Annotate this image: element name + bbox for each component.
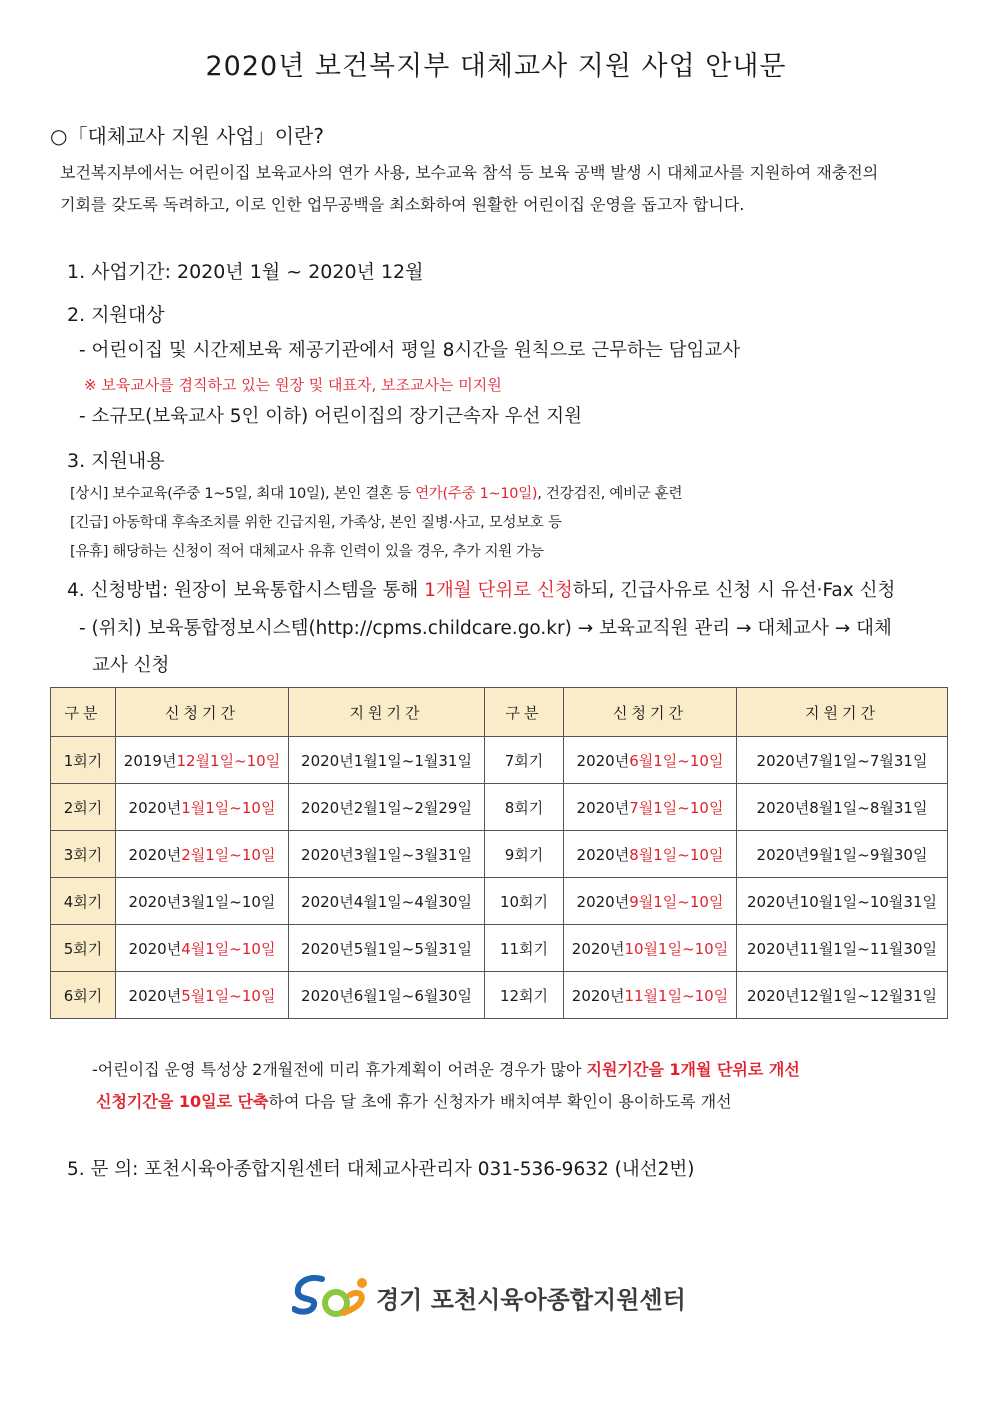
apply-period-cell: 2020년9월1일~10일 [564, 878, 737, 925]
table-row [51, 737, 948, 784]
table-header-row [51, 688, 948, 737]
section-4-method: 4. 신청방법: 원장이 보육통합시스템을 통해 1개월 단위로 신청하되, 긴급사유로 신청 시 유선·Fax 신청 [67, 580, 896, 601]
support-period-cell: 2020년9월1일~9월30일 [737, 831, 948, 878]
support-period-cell: 2020년10월1일~10월31일 [737, 878, 948, 925]
section-3-title: 3. 지원내용 [67, 450, 165, 472]
round-cell: 3회기 [51, 831, 116, 878]
apply-period-cell: 2020년10월1일~10일 [564, 925, 737, 972]
section-1-period: 1. 사업기간: 2020년 1월 ~ 2020년 12월 [67, 261, 424, 283]
round-cell: 8회기 [485, 784, 564, 831]
apply-period-cell: 2020년8월1일~10일 [564, 831, 737, 878]
support-period-cell: 2020년2월1일~2월29일 [289, 784, 485, 831]
section-2-note: ※ 보육교사를 겸직하고 있는 원장 및 대표자, 보조교사는 미지원 [84, 376, 502, 394]
support-period-cell: 2020년6월1일~6월30일 [289, 972, 485, 1019]
apply-period-cell: 2020년6월1일~10일 [564, 737, 737, 784]
intro-text-line-1: 보건복지부에서는 어린이집 보육교사의 연가 사용, 보수교육 참석 등 보육 공백 발생 시 대체교사를 지원하여 재충전의 [60, 163, 879, 182]
section-3-item-regular: [상시] 보수교육(주중 1~5일, 최대 10일), 본인 결혼 등 연가(주중 1~10일), 건강검진, 예비군 훈련 [70, 486, 683, 502]
round-cell: 12회기 [485, 972, 564, 1019]
table-row [51, 784, 948, 831]
intro-text-line-2: 기회를 갖도록 독려하고, 이로 인한 업무공백을 최소화하여 원활한 어린이집 운영을 돕고자 합니다. [60, 195, 745, 214]
round-cell: 9회기 [485, 831, 564, 878]
section-2-item-2: - 소규모(보육교사 5인 이하) 어린이집의 장기근속자 우선 지원 [79, 406, 582, 427]
support-period-cell: 2020년12월1일~12월31일 [737, 972, 948, 1019]
header-round: 구분 [51, 688, 116, 737]
center-emblem-icon [292, 1273, 372, 1317]
schedule-table [50, 687, 948, 1019]
table-row [51, 878, 948, 925]
section-2-title: 2. 지원대상 [67, 304, 165, 326]
table-row [51, 831, 948, 878]
improvement-note-line-2: 신청기간을 10일로 단축하여 다음 달 초에 휴가 신청자가 배치여부 확인이 용이하도록 개선 [96, 1092, 732, 1111]
table-row [51, 972, 948, 1019]
center-name: 경기 포천시육아종합지원센터 [376, 1286, 686, 1314]
apply-period-cell: 2019년12월1일~10일 [116, 737, 289, 784]
support-period-cell: 2020년11월1일~11월30일 [737, 925, 948, 972]
header-support-period: 지원기간 [289, 688, 485, 737]
round-cell: 5회기 [51, 925, 116, 972]
table-row [51, 925, 948, 972]
section-2-item-1: - 어린이집 및 시간제보육 제공기관에서 평일 8시간을 원칙으로 근무하는 담임교사 [79, 340, 741, 361]
section-5-contact: 5. 문 의: 포천시육아종합지원센터 대체교사관리자 031-536-9632 (내선2번) [67, 1159, 695, 1180]
page-title: 2020년 보건복지부 대체교사 지원 사업 안내문 [205, 51, 787, 82]
apply-period-cell: 2020년3월1일~10일 [116, 878, 289, 925]
header-apply-period: 신청기간 [116, 688, 289, 737]
support-period-cell: 2020년5월1일~5월31일 [289, 925, 485, 972]
improvement-note-line-1: -어린이집 운영 특성상 2개월전에 미리 휴가계획이 어려운 경우가 많아 지원기간을 1개월 단위로 개선 [92, 1060, 800, 1079]
section-4-location: - (위치) 보육통합정보시스템(http://cpms.childcare.go.kr) → 보육교직원 관리 → 대체교사 → 대체 [79, 618, 892, 639]
apply-period-cell: 2020년1월1일~10일 [116, 784, 289, 831]
apply-period-cell: 2020년2월1일~10일 [116, 831, 289, 878]
round-cell: 11회기 [485, 925, 564, 972]
section-3-item-idle: [유휴] 해당하는 신청이 적어 대체교사 유휴 인력이 있을 경우, 추가 지원 가능 [70, 544, 544, 560]
intro-heading: ○「대체교사 지원 사업」이란? [50, 124, 324, 148]
support-period-cell: 2020년3월1일~3월31일 [289, 831, 485, 878]
round-cell: 1회기 [51, 737, 116, 784]
section-4-location-cont: 교사 신청 [92, 655, 170, 676]
round-cell: 2회기 [51, 784, 116, 831]
header-apply-period: 신청기간 [564, 688, 737, 737]
section-3-item-urgent: [긴급] 아동학대 후속조치를 위한 긴급지원, 가족상, 본인 질병·사고, 모성보호 등 [70, 515, 562, 531]
apply-period-cell: 2020년5월1일~10일 [116, 972, 289, 1019]
header-support-period: 지원기간 [737, 688, 948, 737]
center-logo [292, 1273, 737, 1317]
header-round: 구분 [485, 688, 564, 737]
support-period-cell: 2020년8월1일~8월31일 [737, 784, 948, 831]
support-period-cell: 2020년1월1일~1월31일 [289, 737, 485, 784]
support-period-cell: 2020년7월1일~7월31일 [737, 737, 948, 784]
support-period-cell: 2020년4월1일~4월30일 [289, 878, 485, 925]
round-cell: 4회기 [51, 878, 116, 925]
apply-period-cell: 2020년4월1일~10일 [116, 925, 289, 972]
apply-period-cell: 2020년7월1일~10일 [564, 784, 737, 831]
round-cell: 10회기 [485, 878, 564, 925]
apply-period-cell: 2020년11월1일~10일 [564, 972, 737, 1019]
round-cell: 6회기 [51, 972, 116, 1019]
round-cell: 7회기 [485, 737, 564, 784]
